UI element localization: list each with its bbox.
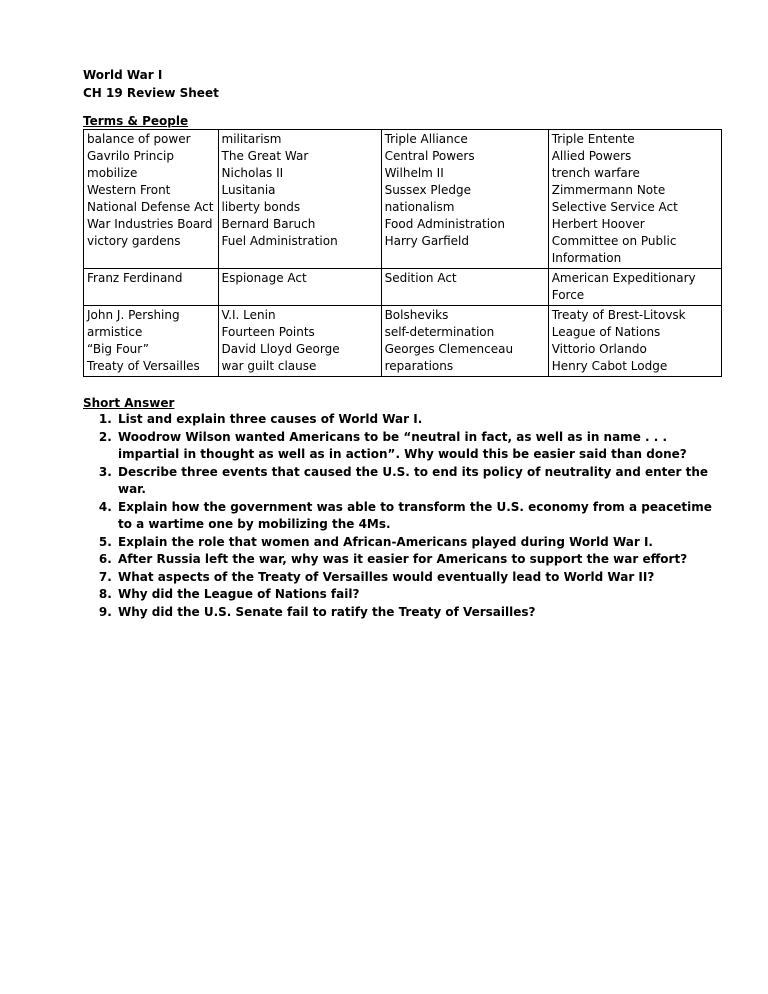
term-item: Herbert Hoover	[551, 217, 645, 231]
term-item: self-determination	[384, 325, 495, 339]
question-item: 6. After Russia left the war, why was it easier for Americans to support the war effort?	[116, 551, 723, 569]
question-item: 5. Explain the role that women and African-Americans played during World War I.	[116, 534, 723, 552]
terms-cell	[381, 269, 548, 306]
term-item: Fourteen Points	[221, 325, 315, 339]
terms-cell	[218, 306, 381, 377]
term-item: war guilt clause	[221, 359, 317, 373]
term-item: nationalism	[384, 200, 455, 214]
terms-row	[84, 130, 722, 269]
term-item: “Big Four”	[87, 342, 149, 356]
terms-cell	[218, 130, 381, 269]
terms-cell	[218, 269, 381, 306]
term-item: liberty bonds	[221, 200, 301, 214]
question-item: 2. Woodrow Wilson wanted Americans to be “neutral in fact, as well as in name . . . impartial in thought as well as in action”. Why would this be easier said than done?	[116, 429, 723, 464]
term-item: Triple Alliance	[384, 132, 468, 146]
terms-cell	[548, 306, 721, 377]
term-item: Gavrilo Princip	[87, 149, 174, 163]
term-item: Selective Service Act	[551, 200, 678, 214]
term-item: victory gardens	[87, 234, 181, 248]
question-item: 3. Describe three events that caused the U.S. to end its policy of neutrality and enter the war.	[116, 464, 723, 499]
short-answer-heading: Short Answer	[83, 396, 175, 410]
question-item: 4. Explain how the government was able to transform the U.S. economy from a peacetime to a wartime one by mobilizing the 4Ms.	[116, 499, 723, 534]
question-item: 9. Why did the U.S. Senate fail to ratify the Treaty of Versailles?	[116, 604, 723, 622]
term-item: Bolsheviks	[384, 308, 449, 322]
term-item: Triple Entente	[551, 132, 635, 146]
term-item: Food Administration	[384, 217, 505, 231]
term-item: Espionage Act	[221, 271, 307, 285]
terms-row	[84, 306, 722, 377]
term-item: National Defense Act	[87, 200, 214, 214]
term-item: Wilhelm II	[384, 166, 444, 180]
term-item: Central Powers	[384, 149, 475, 163]
term-item: balance of power	[87, 132, 191, 146]
term-item: Fuel Administration	[221, 234, 338, 248]
term-item: Nicholas II	[221, 166, 284, 180]
term-item: Bernard Baruch	[221, 217, 316, 231]
term-item: War Industries Board	[87, 217, 213, 231]
term-item: Treaty of Versailles	[87, 359, 200, 373]
term-item: Sedition Act	[384, 271, 457, 285]
term-item: The Great War	[221, 149, 309, 163]
term-item: Lusitania	[221, 183, 276, 197]
term-item: Henry Cabot Lodge	[551, 359, 668, 373]
term-item: Treaty of Brest-Litovsk	[551, 308, 686, 322]
term-item: militarism	[221, 132, 282, 146]
terms-cell	[84, 130, 219, 269]
term-item: trench warfare	[551, 166, 640, 180]
question-item: 7. What aspects of the Treaty of Versailles would eventually lead to World War II?	[116, 569, 723, 587]
terms-cell	[84, 306, 219, 377]
terms-cell	[84, 269, 219, 306]
question-list	[83, 411, 723, 621]
term-item: David Lloyd George	[221, 342, 340, 356]
terms-cell	[381, 130, 548, 269]
term-item: League of Nations	[551, 325, 661, 339]
term-item: Zimmermann Note	[551, 183, 666, 197]
term-item: American Expeditionary Force	[551, 271, 696, 302]
terms-heading: Terms & People	[83, 114, 189, 128]
terms-cell	[548, 130, 721, 269]
term-item: Committee on Public Information	[551, 234, 677, 265]
question-item: 8. Why did the League of Nations fail?	[116, 586, 723, 604]
terms-cell	[381, 306, 548, 377]
terms-table	[83, 129, 722, 377]
term-item: mobilize	[87, 166, 138, 180]
term-item: Sussex Pledge	[384, 183, 471, 197]
term-item: John J. Pershing	[87, 308, 180, 322]
terms-cell	[548, 269, 721, 306]
term-item: Allied Powers	[551, 149, 632, 163]
term-item: Vittorio Orlando	[551, 342, 647, 356]
term-item: Franz Ferdinand	[87, 271, 183, 285]
term-item: Georges Clemenceau	[384, 342, 514, 356]
term-item: armistice	[87, 325, 143, 339]
question-item: 1. List and explain three causes of World War I.	[116, 411, 723, 429]
term-item: Western Front	[87, 183, 171, 197]
document-page	[83, 66, 723, 621]
term-item: V.I. Lenin	[221, 308, 276, 322]
term-item: Harry Garfield	[384, 234, 470, 248]
document-title: World War I	[83, 68, 163, 82]
terms-row	[84, 269, 722, 306]
document-subtitle: CH 19 Review Sheet	[83, 86, 219, 100]
term-item: reparations	[384, 359, 454, 373]
